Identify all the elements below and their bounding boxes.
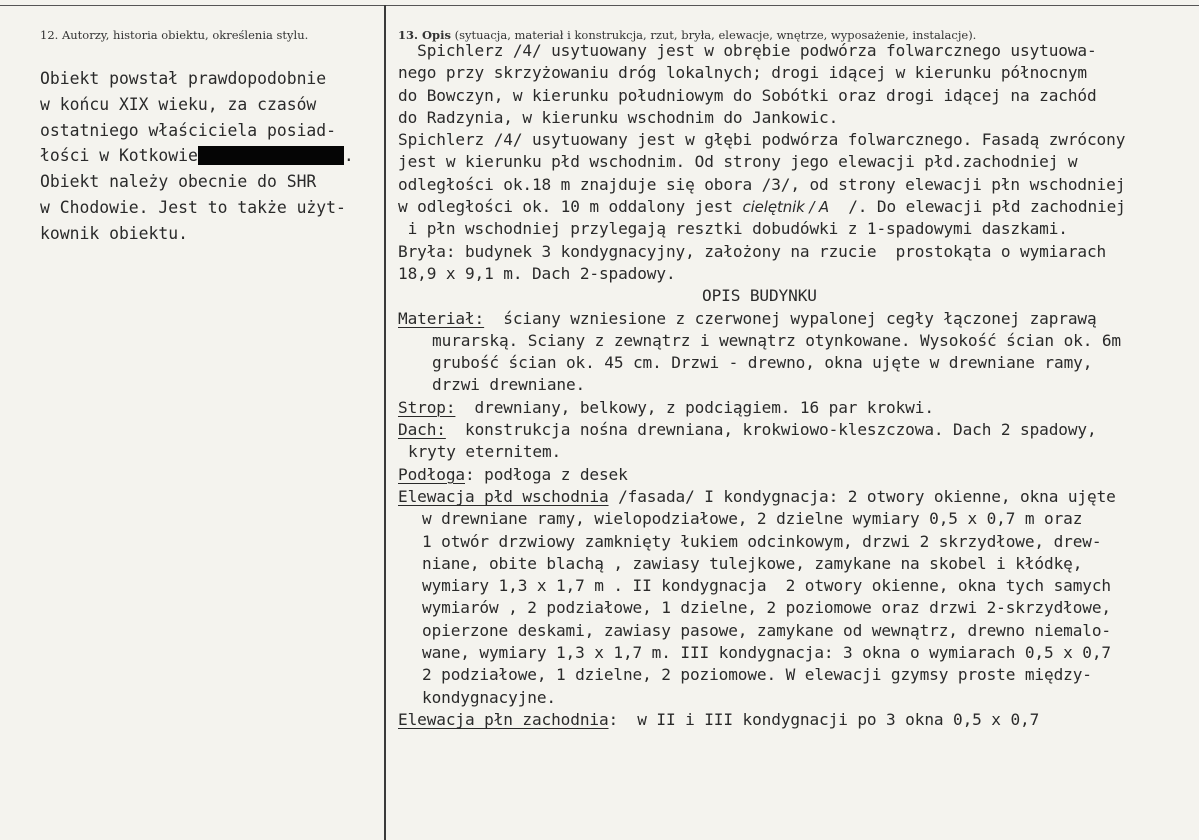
desc-line: nego przy skrzyżowaniu dróg lokalnych; drogi idącej w kierunku północnym — [398, 63, 1087, 83]
elevation-nw-label: Elewacja płn zachodnia — [398, 709, 609, 729]
history-line-2: w końcu XIX wieku, za czasów — [40, 94, 317, 114]
desc-line: kondygnacyjne. — [422, 687, 556, 707]
desc-line: wymiary 1,3 x 1,7 m . II kondygnacja 2 otwory okienne, okna tych samych — [422, 576, 1111, 596]
elevation-se-text: /fasada/ I kondygnacja: 2 otwory okienne, okna ujęte — [608, 486, 1116, 506]
desc-line — [398, 196, 1196, 218]
dach-line — [398, 419, 1196, 441]
podloga-text: : podłoga z desek — [465, 464, 628, 484]
desc-line: 2 podziałowe, 1 dzielne, 2 poziomowe. W elewacji gzymsy proste między- — [422, 665, 1092, 685]
strop-label: Strop: — [398, 397, 456, 417]
elevation-se-line — [398, 486, 1196, 508]
history-line-7: kownik obiektu. — [40, 223, 189, 243]
podloga-line — [398, 464, 1196, 486]
desc-line: jest w kierunku płd wschodnim. Od strony jego elewacji płd.zachodniej w — [398, 152, 1078, 172]
desc-line: grubość ścian ok. 45 cm. Drzwi - drewno, okna ujęte w drewniane ramy, — [432, 353, 1093, 373]
section-13-number: 13. Opis — [398, 28, 451, 42]
history-line-4-tail: . — [343, 146, 354, 166]
desc-line: do Radzynia, w kierunku wschodnim do Jankowic. — [398, 107, 839, 127]
podloga-label: Podłoga — [398, 464, 465, 484]
handwritten-annotation: cielętnik / A — [742, 198, 830, 217]
desc-line: Spichlerz /4/ usytuowany jest w obrębie podwórza folwarcznego usytuowa- — [398, 41, 1097, 60]
description-text — [398, 40, 1196, 731]
history-text — [40, 66, 380, 247]
history-line-3: ostatniego właściciela posiad- — [40, 120, 337, 140]
desc-line: w drewniane ramy, wielopodziałowe, 2 dzielne wymiary 0,5 x 0,7 m oraz — [422, 509, 1083, 529]
dach-text: konstrukcja nośna drewniana, krokwiowo-kleszczowa. Dach 2 spadowy, — [445, 420, 1097, 440]
redaction-block — [198, 146, 344, 165]
material-label: Materiał: — [398, 308, 485, 328]
strop-text: drewniany, belkowy, z podciągiem. 16 par krokwi. — [455, 397, 934, 417]
building-description-heading: OPIS BUDYNKU — [702, 286, 817, 306]
top-rule — [0, 5, 1199, 6]
section-12-heading: 12. Autorzy, historia obiektu, określenia stylu. — [40, 28, 309, 42]
history-line-4-text: łości w Kotkowie — [40, 146, 198, 166]
elevation-nw-text: : w II i III kondygnacji po 3 okna 0,5 x 0,7 — [608, 709, 1040, 729]
elevation-se-label: Elewacja płd wschodnia — [398, 486, 609, 506]
desc-line: murarską. Sciany z zewnątrz i wewnątrz otynkowane. Wysokość ścian ok. 6m — [432, 330, 1121, 350]
history-line-1: Obiekt powstał prawdopodobnie — [40, 69, 327, 88]
desc-line: kryty eternitem. — [408, 442, 562, 462]
desc-line: niane, obite blachą , zawiasy tulejkowe, zamykane na skobel i kłódkę, — [422, 553, 1083, 573]
desc-line: 18,9 x 9,1 m. Dach 2-spadowy. — [398, 263, 676, 283]
history-line-4 — [40, 143, 380, 169]
desc-line: i płn wschodniej przylegają resztki dobudówki z 1-spadowymi daszkami. — [398, 219, 1068, 239]
desc-line: 1 otwór drzwiowy zamknięty łukiem odcinkowym, drzwi 2 skrzydłowe, drew- — [422, 531, 1102, 551]
desc-line-text: /. Do elewacji płd zachodniej — [829, 197, 1126, 217]
desc-line: opierzone deskami, zawiasy pasowe, zamykane od wewnątrz, drewno niemalo- — [422, 620, 1111, 640]
desc-line: Spichlerz /4/ usytuowany jest w głębi podwórza folwarcznego. Fasadą zwrócony — [398, 130, 1126, 150]
section-13-subtitle: (sytuacja, materiał i konstrukcja, rzut, bryła, elewacje, wnętrze, wyposażenie, instalacje). — [450, 28, 977, 42]
desc-line: Bryła: budynek 3 kondygnacyjny, założony na rzucie prostokąta o wymiarach — [398, 241, 1107, 261]
elevation-nw-line — [398, 709, 1196, 731]
strop-line — [398, 397, 1196, 419]
dach-label: Dach: — [398, 420, 446, 440]
desc-line: drzwi drewniane. — [432, 375, 586, 395]
desc-line: do Bowczyn, w kierunku południowym do Sobótki oraz drogi idącej na zachód — [398, 85, 1097, 105]
material-line — [398, 308, 1196, 330]
history-line-5: Obiekt należy obecnie do SHR — [40, 172, 317, 192]
column-divider — [384, 5, 386, 840]
desc-line: wane, wymiary 1,3 x 1,7 m. III kondygnacja: 3 okna o wymiarach 0,5 x 0,7 — [422, 643, 1111, 663]
desc-line: odległości ok.18 m znajduje się obora /3/, od strony elewacji płn wschodniej — [398, 174, 1126, 194]
desc-line-text: w odległości ok. 10 m oddalony jest — [398, 197, 743, 217]
history-line-6: w Chodowie. Jest to także użyt- — [40, 197, 346, 217]
material-text: ściany wzniesione z czerwonej wypalonej cegły łączonej zaprawą — [484, 308, 1097, 328]
desc-line: wymiarów , 2 podziałowe, 1 dzielne, 2 poziomowe oraz drzwi 2-skrzydłowe, — [422, 598, 1111, 618]
